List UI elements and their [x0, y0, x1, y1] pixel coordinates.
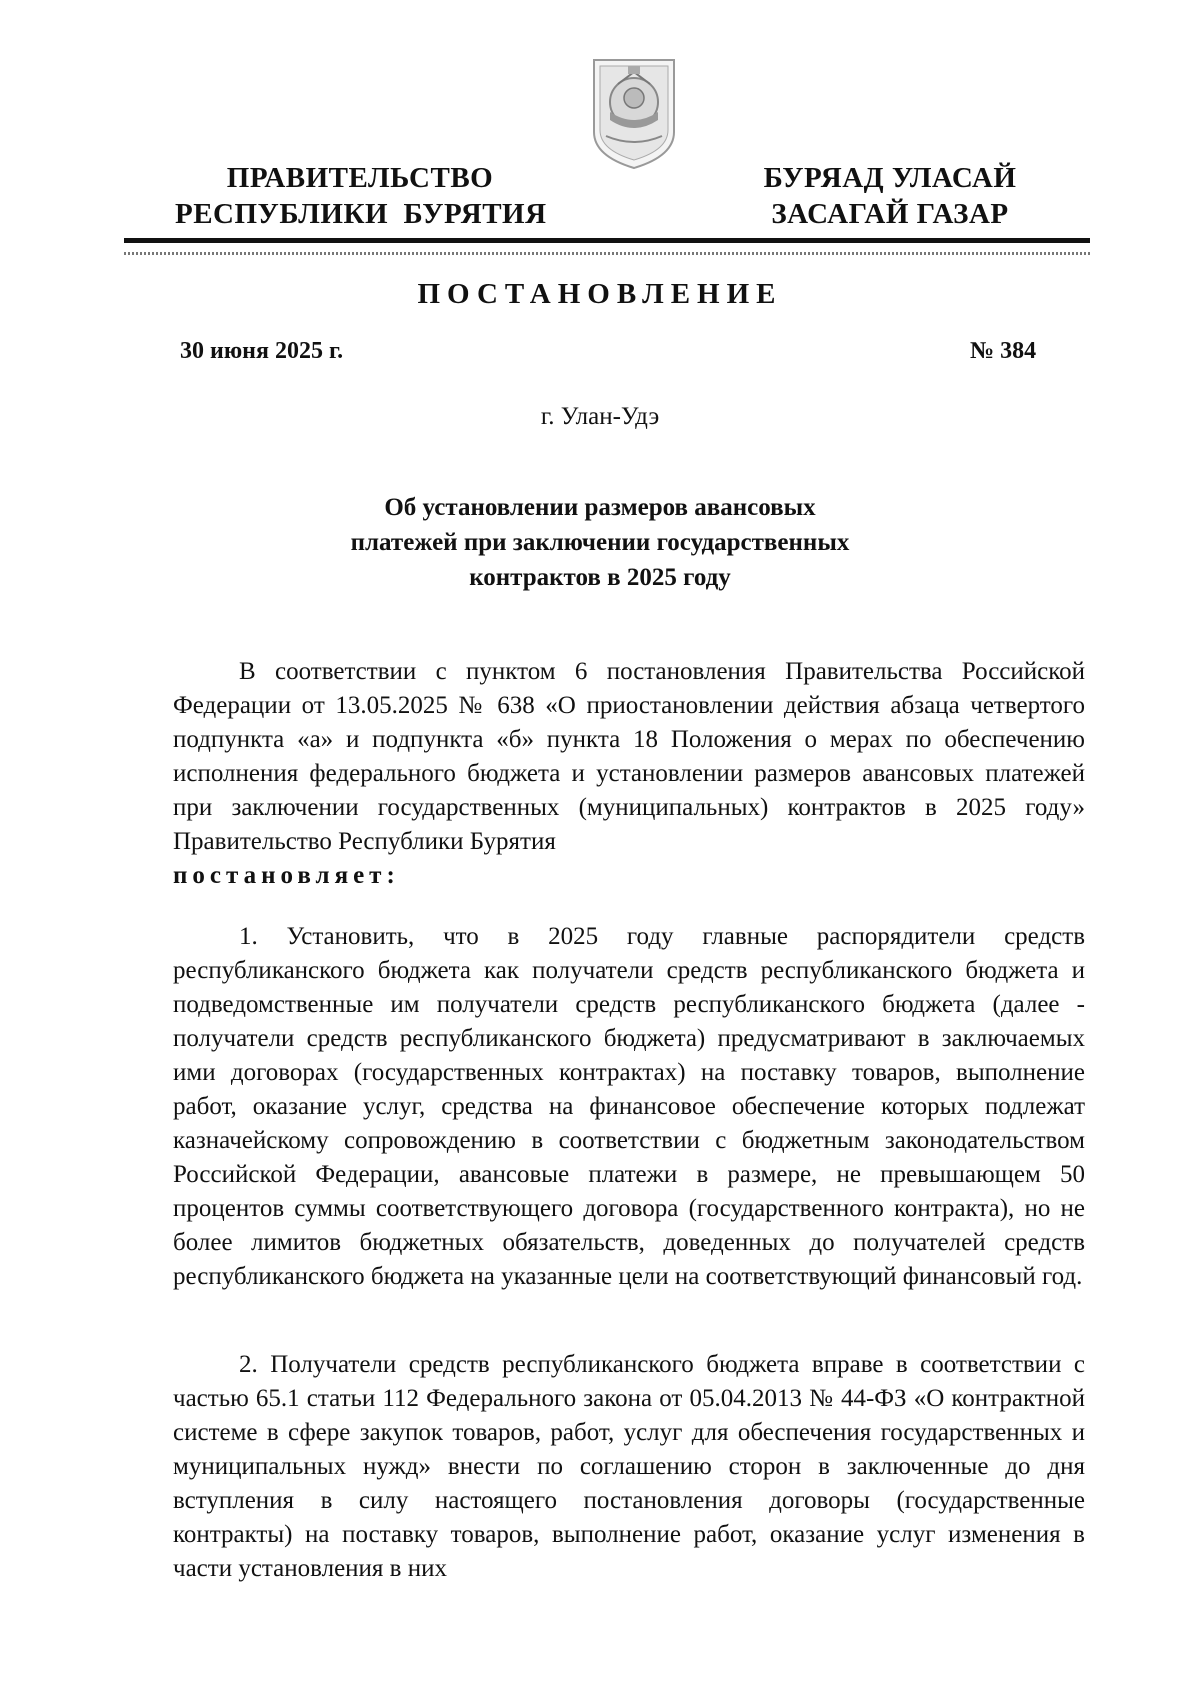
header-divider-thick [124, 238, 1090, 243]
document-number: № 384 [970, 338, 1037, 364]
document-type: ПОСТАНОВЛЕНИЕ [417, 278, 783, 310]
document-title [250, 490, 950, 595]
header-right-line2: ЗАСАГАЙ ГАЗАР [771, 198, 1009, 230]
title-line: платежей при заключении государственных [350, 529, 850, 556]
header-left [175, 160, 545, 232]
decree-word: постановляет: [173, 862, 400, 889]
item-2-text: 2. Получатели средств республиканского бюджета вправе в соответствии с частью 65.1 статьи 112 Федерального закона от 05.04.2013 № 44-ФЗ «О контрактной системе в сфере закупок товаров, работ, услуг для обеспечения государственных и муниципальных нужд» внести по соглашению сторон в заключенные до дня вступления в силу настоящего постановления договоры (государственные контракты) на поставку товаров, выполнение работ, оказание услуг изменения в части установления в них [173, 1351, 1085, 1582]
header-divider-thin [124, 252, 1090, 255]
header-left-line1: ПРАВИТЕЛЬСТВО [226, 162, 494, 194]
header-left-line2: РЕСПУБЛИКИ БУРЯТИЯ [175, 198, 547, 230]
document-city: г. Улан-Удэ [540, 403, 660, 430]
item-2-paragraph [173, 1348, 1085, 1586]
preamble-text: В соответствии с пунктом 6 постановления Правительства Российской Федерации от 13.05.2025 № 638 «О приостановлении действия абзаца четвертого подпункта «а» и подпункта «б» пункта 18 Положения о мерах по обеспечению исполнения федерального бюджета и установлении размеров авансовых платежей при заключении государственных (муниципальных) контрактов в 2025 году» Правительство Республики Бурятия [173, 658, 1085, 855]
title-line: контрактов в 2025 году [469, 564, 731, 591]
header-right [740, 160, 1040, 232]
preamble-paragraph [173, 655, 1085, 893]
coat-of-arms-emblem [588, 56, 680, 172]
header-right-line1: БУРЯАД УЛАСАЙ [763, 162, 1017, 194]
title-line: Об установлении размеров авансовых [384, 494, 816, 521]
document-date: 30 июня 2025 г. [180, 338, 344, 364]
item-1-paragraph [173, 920, 1085, 1294]
item-1-text: 1. Установить, что в 2025 году главные распорядители средств республиканского бюджета как получатели средств республиканского бюджета и подведомственные им получатели средств республиканского бюджета (далее - получатели средств республиканского бюджета) предусматривают в заключаемых ими договорах (государственных контрактах) на поставку товаров, выполнение работ, оказание услуг, средства на финансовое обеспечение которых подлежат казначейскому сопровождению в соответствии с бюджетным законодательством Российской Федерации, авансовые платежи в размере, не превышающем 50 процентов суммы соответствующего договора (государственного контракта), но не более лимитов бюджетных обязательств, доведенных до получателей средств республиканского бюджета на указанные цели на соответствующий финансовый год. [173, 923, 1085, 1290]
